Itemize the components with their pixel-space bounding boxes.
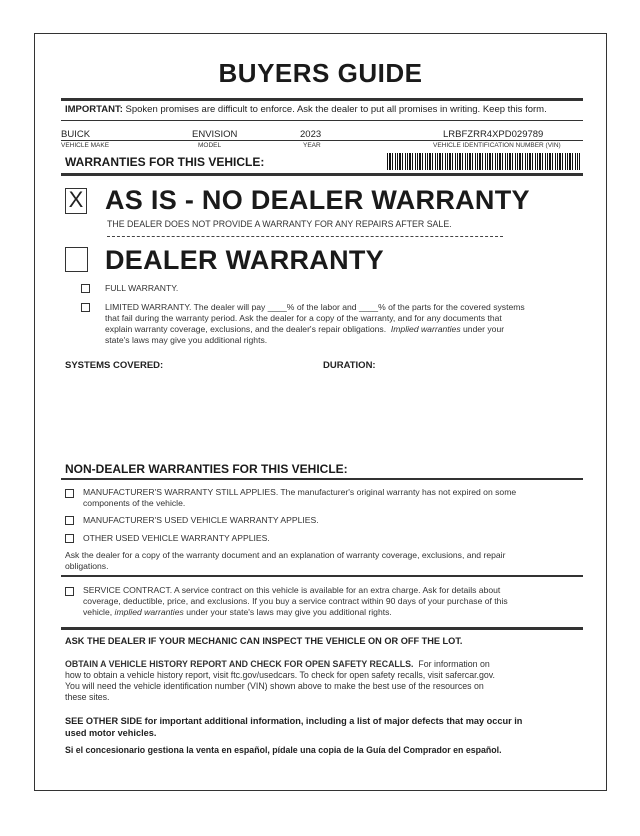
manufacturer-used-label: MANUFACTURER'S USED VEHICLE WARRANTY APPLIES. [83, 515, 319, 525]
as-is-checkbox[interactable] [65, 188, 87, 214]
service-contract-line: coverage, deductible, price, and exclusions. If you buy a service contract within 90 days of your purchase of this [83, 596, 508, 606]
vehicle-history-text [65, 659, 585, 703]
other-used-label: OTHER USED VEHICLE WARRANTY APPLIES. [83, 533, 270, 543]
vehicle-history-bold: OBTAIN A VEHICLE HISTORY REPORT AND CHECK FOR OPEN SAFETY RECALLS. [65, 659, 414, 669]
vin-barcode [387, 153, 580, 170]
service-contract-line: SERVICE CONTRACT. A service contract on this vehicle is available for an extra charge. Ask for details about [83, 585, 501, 595]
vehicle-history-line: how to obtain a vehicle history report, visit ftc.gov/usedcars. To check for open safety recalls, visit safercar.gov. [65, 670, 495, 680]
limited-warranty-text-part: under your [463, 324, 505, 334]
limited-warranty-line [105, 324, 575, 335]
important-label: IMPORTANT: [65, 104, 123, 115]
warranties-heading: WARRANTIES FOR THIS VEHICLE: [65, 155, 265, 169]
service-contract-text [83, 585, 583, 618]
vehicle-model: ENVISION [192, 129, 238, 140]
see-other-side-notice [65, 715, 590, 739]
dealer-warranty-checkbox[interactable] [65, 247, 88, 272]
divider [61, 98, 583, 101]
divider [61, 478, 583, 480]
limited-warranty-text [105, 302, 575, 346]
x-mark: X [68, 187, 84, 212]
see-other-side-line: used motor vehicles. [65, 728, 157, 738]
vehicle-history-text-part: For information on [418, 659, 490, 669]
vehicle-year-label: YEAR [303, 142, 321, 149]
implied-warranties-italic: implied warranties [114, 607, 184, 617]
ask-dealer-line: Ask the dealer for a copy of the warranty document and an explanation of warranty coverage, exclusions, and repair [65, 550, 506, 560]
other-used-checkbox[interactable] [65, 534, 74, 543]
divider [61, 627, 583, 630]
see-other-side-line: SEE OTHER SIDE for important additional information, including a list of major defects that may occur in [65, 716, 523, 726]
limited-warranty-checkbox[interactable] [81, 303, 90, 312]
dealer-warranty-heading: DEALER WARRANTY [105, 245, 384, 275]
service-contract-text-part: vehicle, [83, 607, 113, 617]
vehicle-history-line: these sites. [65, 692, 110, 702]
full-warranty-label: FULL WARRANTY. [105, 283, 179, 293]
full-warranty-checkbox[interactable] [81, 284, 90, 293]
limited-warranty-line: state's laws may give you additional rights. [105, 335, 268, 345]
important-notice [65, 104, 547, 115]
vehicle-model-label: MODEL [198, 142, 222, 149]
vehicle-vin: LRBFZRR4XPD029789 [443, 129, 544, 140]
spanish-notice: Si el concesionario gestiona la venta en español, pídale una copia de la Guía del Comprador en español. [65, 745, 502, 755]
service-contract-checkbox[interactable] [65, 587, 74, 596]
limited-warranty-text-part: explain warranty coverage, exclusions, and the dealer's repair obligations. [105, 324, 387, 334]
dashed-divider [107, 236, 503, 237]
vin-label: VEHICLE IDENTIFICATION NUMBER (VIN) [433, 142, 561, 149]
vehicle-history-line: You will need the vehicle identification number (VIN) shown above to make the best use of the resources on [65, 681, 484, 691]
important-text: Spoken promises are difficult to enforce. Ask the dealer to put all promises in writing. Keep this form. [125, 104, 547, 115]
divider [61, 173, 583, 176]
as-is-heading: AS IS - NO DEALER WARRANTY [105, 185, 530, 215]
ask-dealer-line: obligations. [65, 561, 109, 571]
divider [61, 575, 583, 577]
divider [61, 140, 583, 141]
vehicle-year: 2023 [300, 129, 322, 140]
systems-covered-label: SYSTEMS COVERED: [65, 360, 164, 371]
duration-label: DURATION: [323, 360, 376, 371]
ask-dealer-copy-text [65, 550, 585, 572]
page-title: BUYERS GUIDE [218, 58, 423, 88]
manufacturer-warranty-line: components of the vehicle. [83, 498, 186, 508]
non-dealer-heading: NON-DEALER WARRANTIES FOR THIS VEHICLE: [65, 462, 348, 476]
vehicle-make: BUICK [61, 129, 91, 140]
manufacturer-warranty-line: MANUFACTURER'S WARRANTY STILL APPLIES. The manufacturer's original warranty has not expired on some [83, 487, 517, 497]
service-contract-text-part: under your state's laws may give you additional rights. [186, 607, 392, 617]
vehicle-history-line [65, 659, 585, 670]
limited-warranty-line: that fail during the warranty period. Ask the dealer for a copy of the warranty, and for any documents that [105, 313, 502, 323]
implied-warranties-italic: Implied warranties [390, 324, 461, 334]
as-is-subtext: THE DEALER DOES NOT PROVIDE A WARRANTY FOR ANY REPAIRS AFTER SALE. [107, 219, 452, 229]
divider [61, 120, 583, 121]
mechanic-inspection-notice: ASK THE DEALER IF YOUR MECHANIC CAN INSPECT THE VEHICLE ON OR OFF THE LOT. [65, 636, 463, 646]
service-contract-line [83, 607, 583, 618]
manufacturer-used-checkbox[interactable] [65, 516, 74, 525]
vehicle-make-label: VEHICLE MAKE [61, 142, 110, 149]
limited-warranty-line: LIMITED WARRANTY. The dealer will pay ____% of the labor and ____% of the parts for the covered systems [105, 302, 525, 312]
manufacturer-warranty-checkbox[interactable] [65, 489, 74, 498]
manufacturer-warranty-text [83, 487, 583, 509]
buyers-guide-form [34, 33, 607, 791]
